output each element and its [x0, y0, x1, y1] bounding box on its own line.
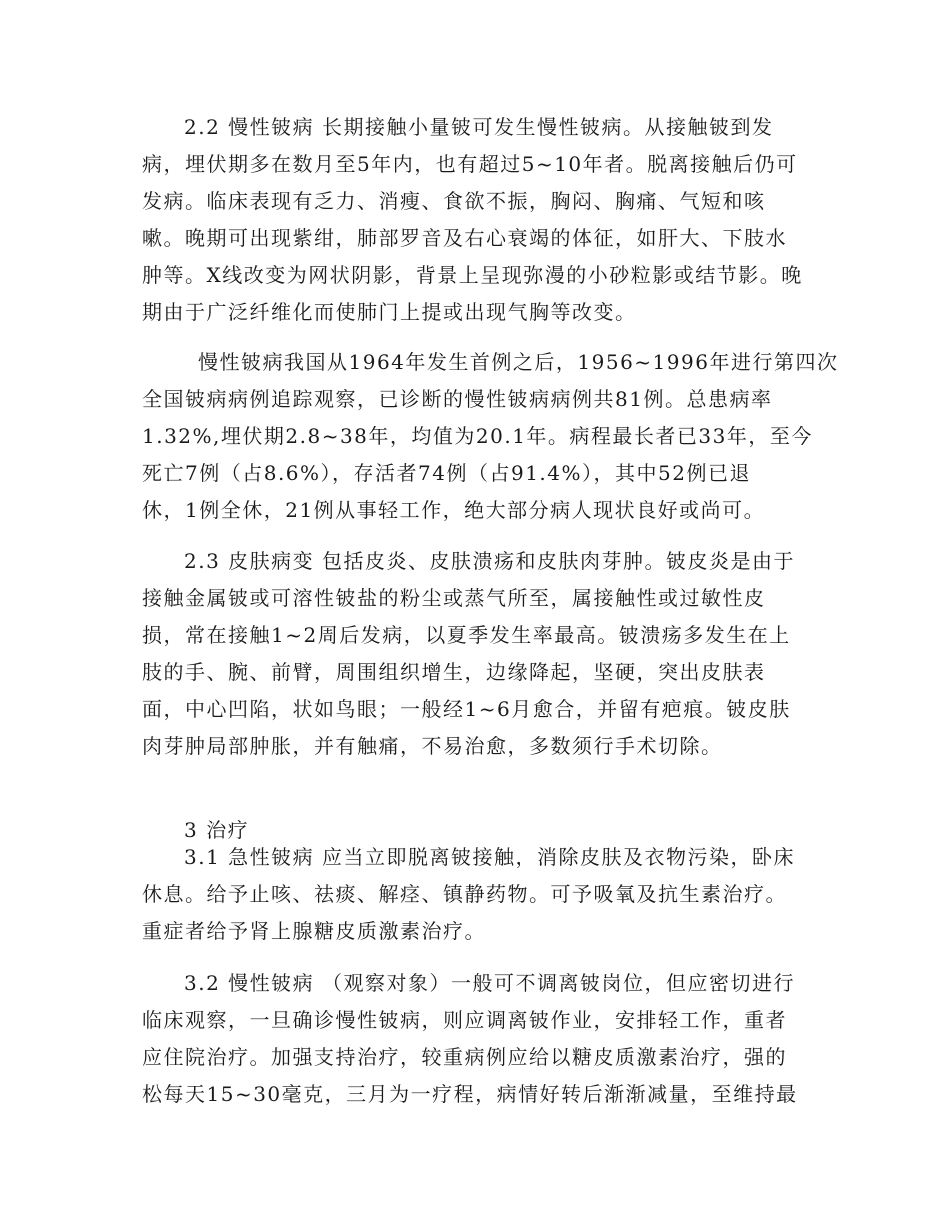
text-line: 休息。给予止咳、祛痰、解痉、镇静药物。可予吸氧及抗生素治疗。 [142, 882, 787, 906]
paragraph-skin-lesions [142, 543, 822, 765]
text-line: 死亡7例（占8.6%），存活者74例（占91.4%），其中52例已退 [142, 461, 751, 485]
text-line: 接触金属铍或可溶性铍盐的粉尘或蒸气所至，属接触性或过敏性皮 [142, 586, 766, 610]
text-line: 休，1例全休，21例从事轻工作，绝大部分病人现状良好或尚可。 [142, 498, 766, 522]
paragraph-acute-treatment [142, 839, 822, 950]
text-line: 肢的手、腕、前臂，周围组织增生，边缘降起，坚硬，突出皮肤表 [142, 660, 766, 684]
text-line: 肿等。X线改变为网状阴影，背景上呈现弥漫的小砂粒影或结节影。晚 [142, 263, 803, 287]
text-line: 发病。临床表现有乏力、消瘦、食欲不振，胸闷、胸痛、气短和咳 [142, 189, 766, 213]
text-line: 嗽。晚期可出现紫绀，肺部罗音及右心衰竭的体征，如肝大、下肢水 [142, 226, 787, 250]
text-line: 2.2 慢性铍病 长期接触小量铍可发生慢性铍病。从接触铍到发 [184, 115, 774, 139]
text-line: 重症者给予肾上腺糖皮质激素治疗。 [142, 919, 486, 943]
text-line: 慢性铍病我国从1964年发生首例之后，1956~1996年进行第四次 [198, 350, 839, 374]
text-line: 面，中心凹陷，状如鸟眼；一般经1~6月愈合，并留有疤痕。铍皮肤 [142, 697, 791, 721]
text-line: 病，埋伏期多在数月至5年内，也有超过5~10年者。脱离接触后仍可 [142, 152, 798, 176]
paragraph-chronic-treatment [142, 965, 822, 1113]
text-line: 应住院治疗。加强支持治疗，较重病例应给以糖皮质激素治疗，强的 [142, 1045, 787, 1069]
text-line: 期由于广泛纤维化而使肺门上提或出现气胸等改变。 [142, 300, 637, 324]
text-line: 2.3 皮肤病变 包括皮炎、皮肤溃疡和皮肤肉芽肿。铍皮炎是由于 [184, 549, 796, 573]
text-line: 松每天15~30毫克，三月为一疗程，病情好转后渐渐减量，至维持最 [142, 1082, 798, 1106]
text-line: 3.1 急性铍病 应当立即脱离铍接触，消除皮肤及衣物污染，卧床 [184, 845, 796, 869]
text-line: 全国铍病病例追踪观察，已诊断的慢性铍病病例共81例。总患病率 [142, 387, 773, 411]
text-line: 损，常在接触1~2周后发病，以夏季发生率最高。铍溃疡多发生在上 [142, 623, 791, 647]
text-line: 1.32%,埋伏期2.8~38年，均值为20.1年。病程最长者已33年，至今 [142, 424, 813, 448]
text-line: 肉芽肿局部肿胀，并有触痛，不易治愈，多数须行手术切除。 [142, 734, 723, 758]
text-line: 临床观察，一旦确诊慢性铍病，则应调离铍作业，安排轻工作，重者 [142, 1008, 787, 1032]
paragraph-chronic-beryllium-disease [142, 109, 822, 331]
section-heading: 3 治疗 [184, 818, 250, 842]
paragraph-china-statistics [142, 344, 839, 529]
text-line: 3.2 慢性铍病 （观察对象）一般可不调离铍岗位，但应密切进行 [184, 971, 796, 995]
